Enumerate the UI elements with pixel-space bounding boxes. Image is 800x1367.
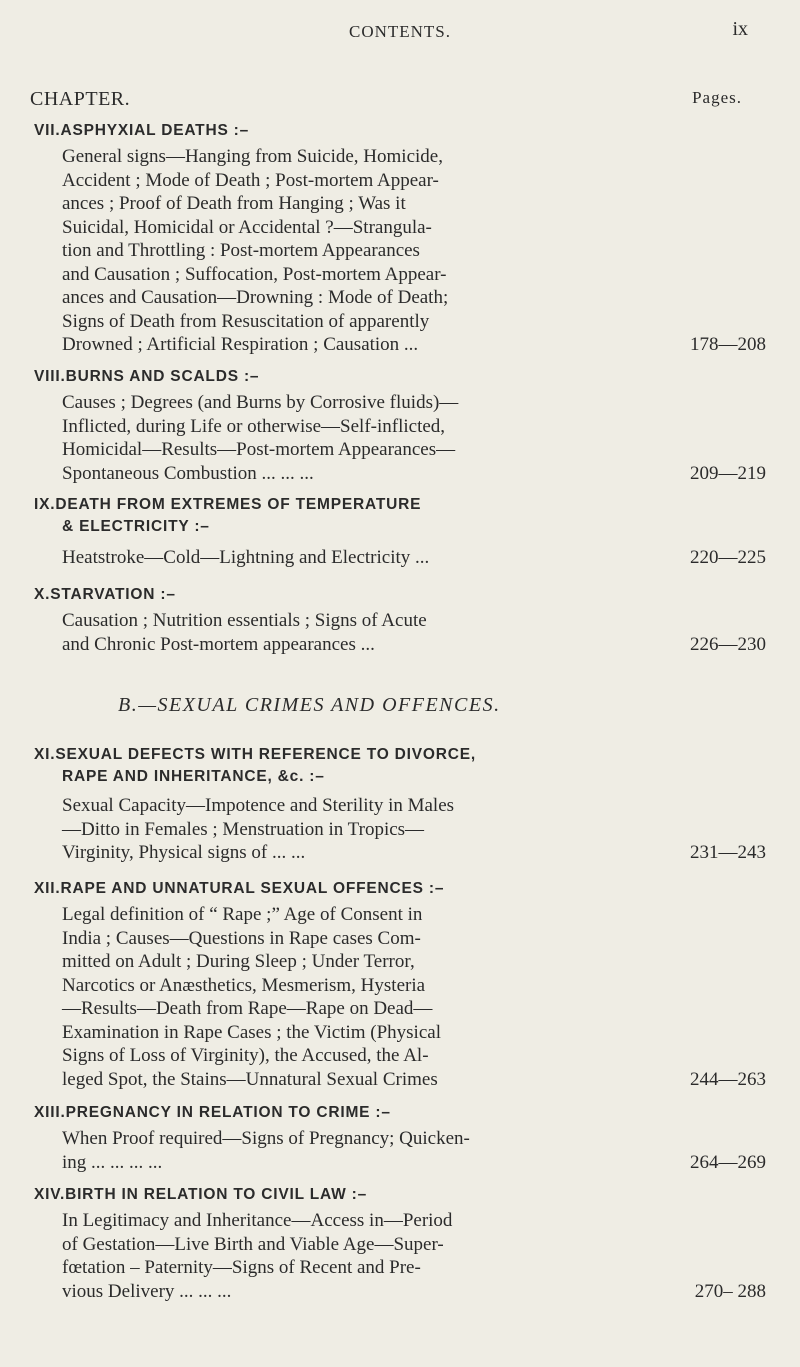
running-title: CONTENTS. [348,22,452,41]
chapter-heading [34,744,774,766]
description-line: ances ; Proof of Death from Hanging ; Was it [62,193,406,214]
chapter-heading-continued: RAPE AND INHERITANCE, &c. :– [62,768,325,785]
description-line: of Gestation—Live Birth and Viable Age—Super- [62,1233,444,1255]
page-range: 220—225 [690,547,766,568]
chapter-title: SEXUAL DEFECTS WITH REFERENCE TO DIVORCE, [55,746,476,763]
description-line: Causation ; Nutrition essentials ; Signs of Acute [62,610,427,631]
chapter-title: BURNS AND SCALDS :– [65,368,260,385]
description-line: vious Delivery ... ... ... [62,1280,232,1302]
chapter-heading [34,366,774,388]
description-line: ing ... ... ... ... [62,1151,163,1173]
description-line: When Proof required—Signs of Pregnancy; Quicken- [62,1128,470,1149]
description-line: Causes ; Degrees (and Burns by Corrosive fluids)— [62,392,459,413]
chapter-description [62,391,766,485]
section-title: B.—SEXUAL CRIMES AND OFFENCES. [118,694,501,716]
description-line: and Causation ; Suffocation, Post-mortem Appear- [62,263,447,285]
description-line: Legal definition of “ Rape ;” Age of Consent in [62,904,423,925]
chapter-number: XIII. [34,1104,66,1121]
description-line: Narcotics or Anæsthetics, Mesmerism, Hysteria [62,974,426,996]
chapter-number: VIII. [34,368,66,385]
chapter-description [62,145,766,357]
toc-entry-xiii [34,1102,774,1174]
pages-column-label: Pages. [692,88,742,107]
description-line: Signs of Loss of Virginity), the Accused, the Al- [62,1045,429,1066]
description-line: Homicidal—Results—Post-mortem Appearances— [62,439,456,460]
description-line: Examination in Rape Cases ; the Victim (Physical [62,1021,441,1043]
chapter-title: RAPE AND UNNATURAL SEXUAL OFFENCES :– [60,880,445,897]
description-line: and Chronic Post-mortem appearances ... [62,633,375,655]
description-line: leged Spot, the Stains—Unnatural Sexual Crimes [62,1068,438,1090]
chapter-heading-continued: & ELECTRICITY :– [62,518,210,535]
description-line: India ; Causes—Questions in Rape cases Com- [62,927,421,949]
description-line: Sexual Capacity—Impotence and Sterility in Males [62,795,455,816]
description-line: tion and Throttling : Post-mortem Appearances [62,240,420,261]
page-range: 270– 288 [694,1280,766,1302]
chapter-heading [34,584,774,606]
page-range: 226—230 [690,633,766,655]
description-line: In Legitimacy and Inheritance—Access in—Period [62,1210,453,1231]
chapter-description [62,1209,766,1303]
chapter-heading [34,120,774,142]
toc-entry-xii [34,878,774,1091]
chapter-number: XII. [34,880,61,897]
toc-entry-viii [34,366,774,485]
chapter-description [62,609,766,656]
chapter-title: BIRTH IN RELATION TO CIVIL LAW :– [65,1186,368,1203]
chapter-heading [34,878,774,900]
toc-entry-x [34,584,774,656]
description-line: Suicidal, Homicidal or Accidental ?—Strangula- [62,216,432,238]
chapter-title: STARVATION :– [50,586,176,603]
page-range: 178—208 [690,334,766,355]
description-line: Signs of Death from Resuscitation of apparently [62,310,430,332]
toc-entry-vii [34,120,774,357]
chapter-description [62,903,766,1091]
toc-entry-xi [34,744,774,865]
chapter-description [62,546,766,570]
chapter-number: XI. [34,746,56,763]
chapter-title: ASPHYXIAL DEATHS :– [60,122,250,139]
chapter-number: XIV. [34,1186,66,1203]
chapter-description [62,1127,766,1174]
toc-entry-ix [34,494,774,570]
page-range: 244—263 [690,1068,766,1090]
chapter-column-label: CHAPTER. [30,88,131,110]
description-line: General signs—Hanging from Suicide, Homicide, [62,146,443,167]
description-line: mitted on Adult ; During Sleep ; Under Terror, [62,951,415,972]
chapter-description [62,794,766,865]
description-line: —Ditto in Females ; Menstruation in Tropics— [62,818,425,840]
chapter-heading [34,1184,774,1206]
description-line: Virginity, Physical signs of ... ... [62,842,306,863]
toc-entry-xiv [34,1184,774,1303]
chapter-number: IX. [34,496,56,513]
description-line: Heatstroke—Cold—Lightning and Electricity ... [62,547,430,568]
description-line: —Results—Death from Rape—Rape on Dead— [62,998,433,1019]
chapter-heading [34,494,774,516]
description-line: Spontaneous Combustion ... ... ... [62,462,314,484]
page-range: 264—269 [690,1151,766,1173]
description-line: Accident ; Mode of Death ; Post-mortem Appear- [62,169,439,191]
page-range: 209—219 [690,462,766,484]
description-line: ances and Causation—Drowning : Mode of Death; [62,287,449,308]
description-line: Drowned ; Artificial Respiration ; Causation ... [62,334,419,355]
description-line: Inflicted, during Life or otherwise—Self-inflicted, [62,415,446,437]
page-range: 231—243 [690,842,766,863]
chapter-number: X. [34,586,51,603]
chapter-title: PREGNANCY IN RELATION TO CRIME :– [65,1104,391,1121]
chapter-heading [34,1102,774,1124]
description-line: fœtation – Paternity—Signs of Recent and Pre- [62,1257,421,1278]
chapter-title: DEATH FROM EXTREMES OF TEMPERATURE [55,496,422,513]
chapter-number: VII. [34,122,61,139]
page-number: ix [732,18,748,40]
